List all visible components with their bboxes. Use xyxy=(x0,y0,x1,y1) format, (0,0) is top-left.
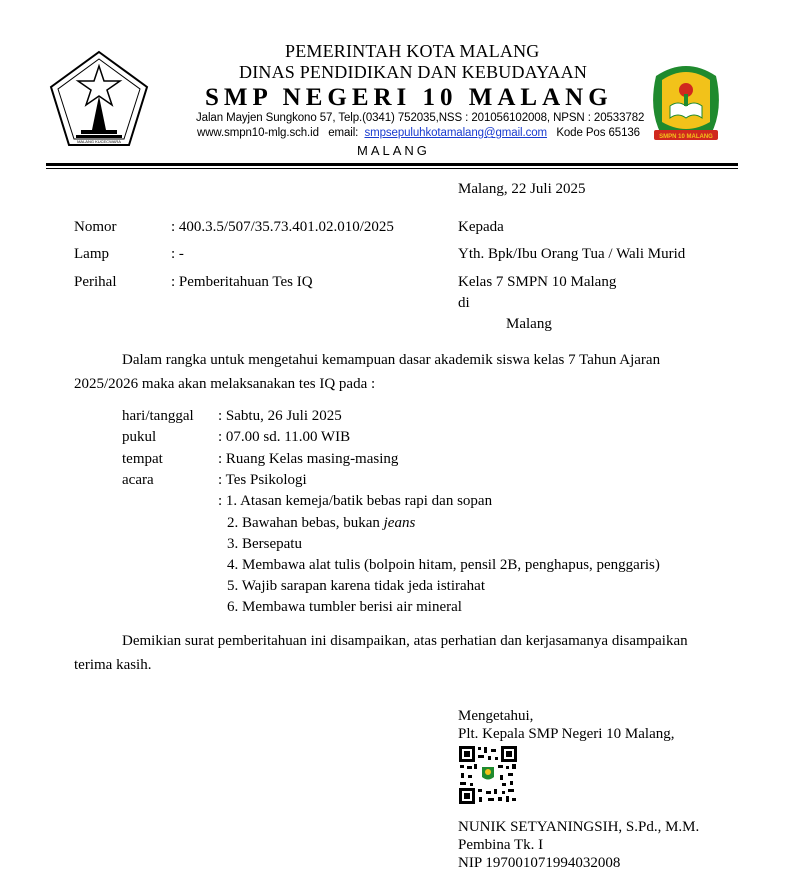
nomor-label: Nomor xyxy=(74,219,117,235)
school-emblem-caption: SMPN 10 MALANG xyxy=(659,134,713,140)
letter-date: Malang, 22 Juli 2025 xyxy=(458,181,586,197)
email-label: email: xyxy=(328,127,359,139)
letterhead-city: MALANG xyxy=(357,143,430,158)
emblem-mountain-icon xyxy=(92,96,106,130)
malang-city-emblem-logo xyxy=(48,50,150,150)
list-item: 5. Wajib sarapan karena tidak jeda istirahat xyxy=(227,578,485,594)
signer-nip: NIP 197001071994032008 xyxy=(458,855,621,871)
letterhead-divider-thin xyxy=(46,168,738,169)
recipient-class: Kelas 7 SMPN 10 Malang xyxy=(458,274,617,290)
list-item: 3. Bersepatu xyxy=(227,536,302,552)
lamp-value: : - xyxy=(171,246,184,262)
postal-code: Kode Pos 65136 xyxy=(556,127,640,139)
school-address: Jalan Mayjen Sungkono 57, Telp.(0341) 752035,NSS : 201056102008, NPSN : 20533782 xyxy=(196,112,645,124)
detail-value: : 07.00 sd. 11.00 WIB xyxy=(218,429,351,445)
list-item-text: 2. Bawahan bebas, bukan xyxy=(227,515,384,531)
signature-mengetahui: Mengetahui, xyxy=(458,708,534,724)
list-item: : 1. Atasan kemeja/batik bebas rapi dan sopan xyxy=(218,493,493,509)
emblem-caption: MALANG KUCECWARA xyxy=(77,139,121,144)
lamp-label: Lamp xyxy=(74,246,109,262)
signer-rank: Pembina Tk. I xyxy=(458,837,544,853)
recipient-yth: Yth. Bpk/Ibu Orang Tua / Wali Murid xyxy=(458,246,686,262)
letterhead-divider-thick xyxy=(46,163,738,166)
detail-label: hari/tanggal xyxy=(122,408,194,424)
recipient-kepada: Kepada xyxy=(458,219,504,235)
detail-label: tempat xyxy=(122,451,163,467)
detail-label: acara xyxy=(122,472,154,488)
qr-code-signature xyxy=(458,745,518,805)
intro-paragraph xyxy=(74,348,724,396)
list-item-italic: jeans xyxy=(383,515,416,531)
school-name: SMP NEGERI 10 MALANG xyxy=(205,84,613,111)
perihal-label: Perihal xyxy=(74,274,117,290)
contact-line xyxy=(197,127,640,139)
nomor-value: : 400.3.5/507/35.73.401.02.010/2025 xyxy=(171,219,394,235)
recipient-di: di xyxy=(458,295,470,311)
closing-paragraph xyxy=(74,629,724,677)
perihal-value: : Pemberitahuan Tes IQ xyxy=(171,274,313,290)
detail-value: : Sabtu, 26 Juli 2025 xyxy=(218,408,342,424)
detail-value: : Tes Psikologi xyxy=(218,472,307,488)
detail-value: : Ruang Kelas masing-masing xyxy=(218,451,399,467)
letterhead-line1: PEMERINTAH KOTA MALANG xyxy=(285,41,540,61)
intro-text: Dalam rangka untuk mengetahui kemampuan dasar akademik siswa kelas 7 Tahun Ajaran 2025/2026 maka akan melaksanakan tes IQ pada : xyxy=(74,352,661,392)
list-item: 4. Membawa alat tulis (bolpoin hitam, pensil 2B, penghapus, penggaris) xyxy=(227,557,660,573)
signer-name: NUNIK SETYANINGSIH, S.Pd., M.M. xyxy=(458,819,700,835)
list-item xyxy=(227,514,415,532)
detail-label: pukul xyxy=(122,429,157,445)
recipient-place: Malang xyxy=(506,316,552,332)
email-link[interactable]: smpsepuluhkotamalang@gmail.com xyxy=(364,127,548,139)
website-text: www.smpn10-mlg.sch.id xyxy=(197,127,319,139)
signature-position: Plt. Kepala SMP Negeri 10 Malang, xyxy=(458,726,675,742)
school-emblem-logo xyxy=(648,56,724,148)
letterhead-line2: DINAS PENDIDIKAN DAN KEBUDAYAAN xyxy=(239,62,588,82)
closing-text: Demikian surat pemberitahuan ini disampaikan, atas perhatian dan kerjasamanya disampaikan terima kasih. xyxy=(74,633,688,673)
list-item: 6. Membawa tumbler berisi air mineral xyxy=(227,599,462,615)
